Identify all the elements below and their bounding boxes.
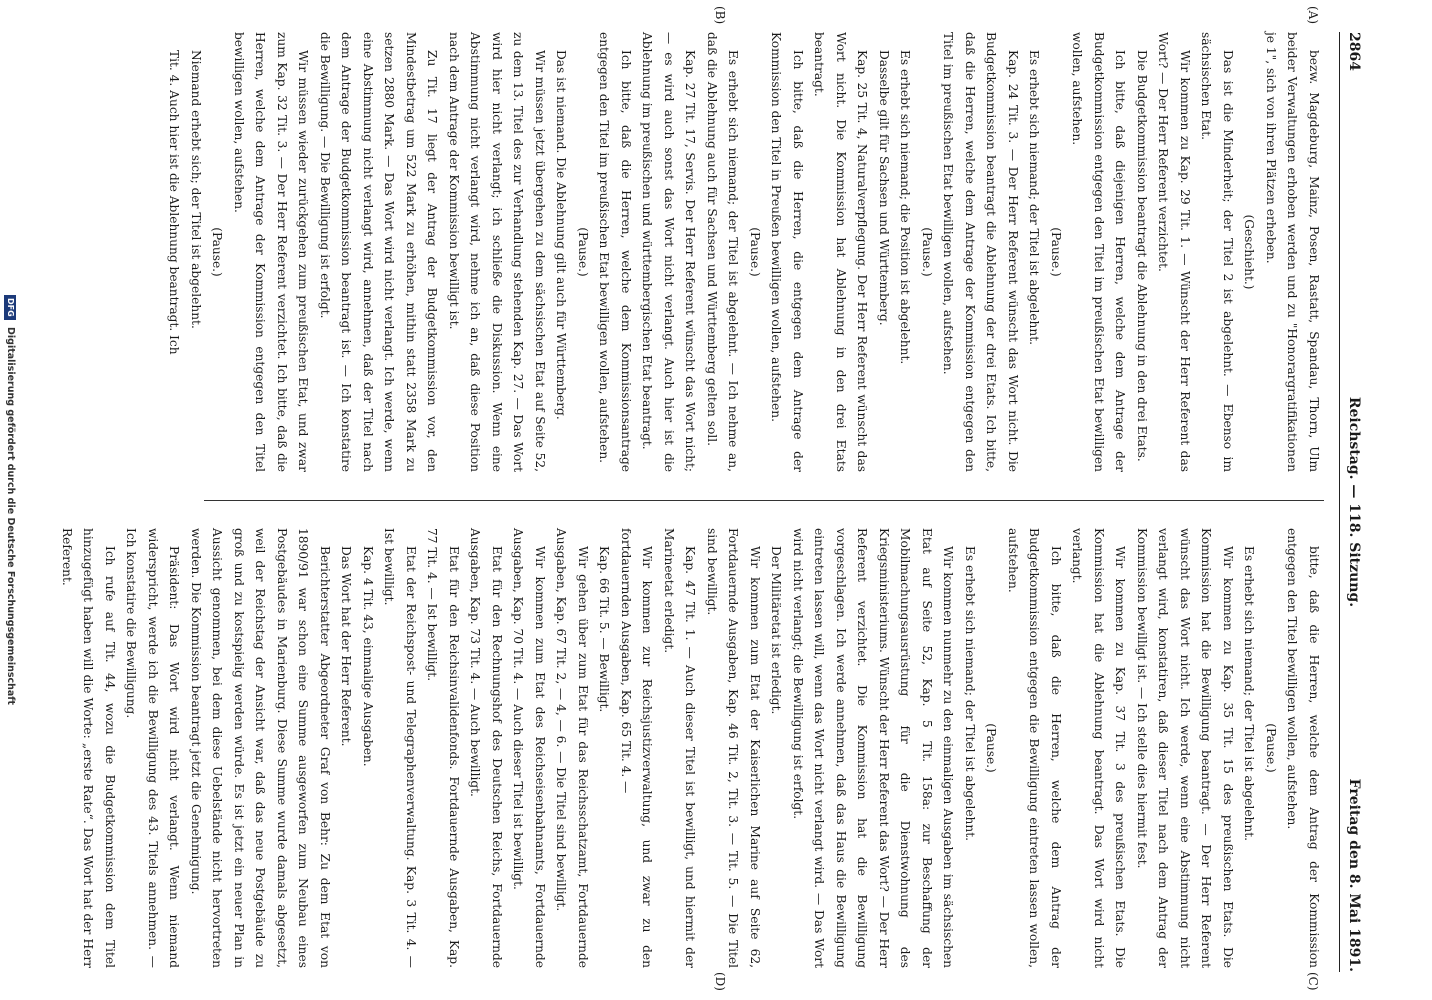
paragraph: Wir kommen zu Kap. 35 Tit. 15 des preußischen Etats. Die Kommission hat die Bewilligung beantragt. — Der Herr Referent wünscht das Wort nicht. Ich werde, wenn eine Abstimmung nicht verlangt wird, konstatiren, daß dieser Titel nach dem Antrag der Kommission bewilligt ist. — Ich stelle dies hiermit fest. <box>1135 528 1235 968</box>
paragraph: (Pause.) <box>1264 723 1278 773</box>
paragraph: bezw. Magdeburg, Mainz, Posen, Rastatt, Spandau, Thorn, Ulm beider Verwaltungen erhoben werden und zu "Honorargratifikationen je 1", sich von ihren Plätzen erheben. <box>1264 32 1321 472</box>
paragraph: Wir kommen zur Reichsjustizverwaltung, und zwar zu den fortdauernden Ausgaben, Kap. 65 Tit. 4. — <box>619 528 655 968</box>
paragraph: Ich bitte, daß diejenigen Herren, welche dem Antrage der Budgetkommission entgegen den Titel im preußischen Etat bewilligen wollen, aufstehen. <box>1070 32 1128 472</box>
paragraph: Ich bitte, daß die Herren, welche dem Antrag der Budgetkommission entgegen die Bewilligung eintreten lassen wollen, aufstehen. <box>1006 528 1063 968</box>
paragraph: (Pause.) <box>576 227 590 277</box>
paragraph: Wir müssen wieder zurückgehen zum preußischen Etat, und zwar zum Kap. 32 Tit. 3. — Der Herr Referent verzichtet. Ich bitte, daß die Herren, welche dem Antrage der Kommission entgegen den Titel bewilligen wollen, aufstehen. <box>232 32 311 472</box>
margin-mark-b: (B) <box>713 6 727 25</box>
paragraph: Kap. 4 Tit. 43, einmalige Ausgaben. <box>361 546 375 767</box>
right-text-column <box>56 528 1325 968</box>
page-date: Freitag den 8. Mai 1891. <box>1346 778 1362 972</box>
paragraph: Es erhebt sich niemand; die Position ist abgelehnt. <box>898 50 913 365</box>
dfg-logo: DFG <box>4 295 16 320</box>
paragraph: Zu Tit. 17 liegt der Antrag der Budgetkommission vor, den Mindestbetrag um 522 Mark zu erhöhen, mithin statt 2358 Mark zu setzen 2880 Mark. — Das Wort wird nicht verlangt. Ich werde, wenn eine Abstimmung nicht verlangt wird, annehmen, daß der Titel nach dem Antrage der Budgetkommission beantragt ist. — Ich konstatire die Bewilligung. — Die Bewilligung ist erfolgt. <box>318 32 440 472</box>
paragraph: Das ist die Minderheit; der Titel 2 ist abgelehnt. — Ebenso im sächsischen Etat. <box>1199 32 1235 472</box>
paragraph: Kap. 24 Tit. 3. — Der Herr Referent wünscht das Wort nicht. Die Budgetkommission beantragt die Ablehnung der drei Etats. Ich bitte, daß die Herren, welche dem Antrage der Kommission entgegen den Titel im preußischen Etat bewilligen wollen, aufstehen. <box>941 32 1020 472</box>
column-divider <box>204 500 1324 501</box>
paragraph: Präsident: Das Wort wird nicht verlangt. Wenn niemand widerspricht, werde ich die Bewilligung des 43. Titels annehmen. — Ich konstatire die Bewilligung. <box>124 528 182 968</box>
paragraph: (Pause.) <box>748 227 762 277</box>
margin-mark-d: (D) <box>713 972 727 991</box>
paragraph: Es erhebt sich niemand; der Titel ist abgelehnt. — Ich nehme an, daß die Ablehnung auch für Sachsen und Württemberg gelten soll. <box>705 32 741 472</box>
page-title: Reichstag. — 118. Sitzung. <box>1346 396 1362 608</box>
paragraph: (Geschieht.) <box>1242 214 1257 290</box>
paragraph: Ich bitte, daß die Herren, welche dem Kommissionsantrage entgegen den Titel im preußischen Etat bewilligen wollen, aufstehen. <box>597 32 633 472</box>
paragraph: Wir kommen zu Kap. 29 Tit. 1. — Wünscht der Herr Referent das Wort? — Der Herr Referent verzichtet. <box>1156 32 1192 472</box>
paragraph: (Pause.) <box>1049 227 1063 277</box>
paragraph: Das Wort hat der Herr Referent. <box>339 546 354 747</box>
paragraph: Kap. 27 Tit. 17, Servis. Der Herr Referent wünscht das Wort nicht; — es wird auch sonst das Wort nicht verlangt. Auch hier ist die Ablehnung im preußischen und württembergischen Etat beantragt. <box>640 32 698 472</box>
page-number: 2864 <box>1346 32 1362 71</box>
paragraph: Das ist niemand. Die Ablehnung gilt auch für Württemberg. <box>554 50 569 420</box>
paragraph: Wir gehen über zum Etat für das Reichsschatzamt, Fortdauernde Ausgaben, Kap. 67 Tit. 2, — 4, — 6. — Die Titel sind bewilligt. <box>554 528 590 968</box>
paragraph: Wir kommen zu Kap. 37 Tit. 3 des preußischen Etats. Die Kommission hat die Ablehnung beantragt. Das Wort wird nicht verlangt. <box>1070 528 1128 968</box>
paragraph: Kap. 25 Tit. 4, Naturalverpflegung. Der Herr Referent wünscht das Wort nicht. Die Kommission hat Ablehnung in den drei Etats beantragt. <box>812 32 870 472</box>
paragraph: (Pause.) <box>210 227 225 277</box>
paragraph: Wir kommen zum Etat der Kaiserlichen Marine auf Seite 62, Fortdauernde Ausgaben, Kap. 46 Tit. 2, Tit. 3. — Tit. 5. — Die Titel sind bewilligt. <box>705 528 762 968</box>
paragraph: Kap. 47 Tit. 1. — Auch dieser Titel ist bewilligt, und hiermit der Marineetat erledigt. <box>662 528 698 968</box>
paragraph: Dasselbe gilt für Sachsen und Württemberg. <box>877 50 891 326</box>
paragraph: Tit. 4. Auch hier ist die Ablehnung beantragt. Ich <box>167 50 182 355</box>
paragraph: Ich bitte, daß die Herren, die entgegen dem Antrage der Kommission den Titel in Preußen bewilligen wollen, aufstehen. <box>769 32 805 472</box>
paragraph: Etat der Reichspost- und Telegraphenverwaltung. Kap. 3 Tit. 4. — Ist bewilligt. <box>382 528 418 968</box>
page-footer <box>0 0 20 1000</box>
paragraph: (Pause.) <box>984 723 999 773</box>
paragraph: Es erhebt sich niemand; der Titel ist abgelehnt. <box>963 546 977 842</box>
paragraph: Berichterstatter Abgeordneter Graf von Behr: Zu dem Etat von 1890/91 war schon eine Summe ausgeworfen zum Neubau eines Postgebäudes in Marienburg. Diese Summe wurde damals abgesetzt, weil der Reichstag der Ansicht war, daß das neue Postgebäude zu groß und zu kostspielig werden würde. Es ist jetzt ein neuer Plan in Aussicht genommen, bei dem diese Uebelstände nicht hervortreten werden. Die Kommission beantragt jetzt die Genehmigung. <box>189 528 332 968</box>
paragraph: Es erhebt sich niemand; der Titel ist abgelehnt. <box>1027 50 1042 346</box>
paragraph: Wir müssen jetzt übergehen zu dem sächsischen Etat auf Seite 52, zu dem 13. Titel des zur Verhandlung stehenden Kap. 27. — Das Wort wird hier nicht verlangt; ich schließe die Diskussion. Wenn eine Abstimmung nicht verlangt wird, nehme ich an, daß diese Position nach dem Antrage der Kommission bewilligt ist. <box>447 32 547 472</box>
left-text-column <box>163 32 1324 472</box>
paragraph: bitte, daß die Herren, welche dem Antrag der Kommission entgegen den Titel bewilligen wollen, aufstehen. <box>1285 528 1321 968</box>
footer-text: Digitalisierung gefördert durch die Deutsche Forschungsgemeinschaft <box>5 327 16 705</box>
margin-mark-c: (C) <box>1306 972 1320 991</box>
paragraph: Es erhebt sich niemand; der Titel ist abgelehnt. <box>1242 546 1257 842</box>
paragraph: Etat für den Reichsinvalidenfonds. Fortdauernde Ausgaben, Kap. 77 Tit. 4. — Ist bewilligt. <box>425 528 461 968</box>
page-header <box>1339 32 1362 972</box>
paragraph: Ich rufe auf Tit. 44, wozu die Budgetkommission dem Titel hinzugefügt haben will die Worte: „erste Rate“. Das Wort hat der Herr Referent. <box>60 528 117 968</box>
paragraph: Kap. 66 Tit. 5. — Bewilligt. <box>597 546 612 713</box>
paragraph: Etat für den Rechnungshof des Deutschen Reichs, Fortdauernde Ausgaben, Kap. 73 Tit. 4. — Auch bewilligt. <box>468 528 504 968</box>
paragraph: Die Budgetkommission beantragt die Ablehnung in den drei Etats. <box>1135 50 1149 462</box>
paragraph: Niemand erhebt sich; der Titel ist abgelehnt. <box>189 50 203 329</box>
paragraph: (Pause.) <box>920 227 934 277</box>
margin-mark-a: (A) <box>1306 6 1320 25</box>
paragraph: Wir kommen zum Etat des Reichseisenbahnamts, Fortdauernde Ausgaben, Kap. 70 Tit. 4. — Auch dieser Titel ist bewilligt. <box>511 528 547 968</box>
paragraph: Wir kommen nunmehr zu den einmaligen Ausgaben im sächsischen Etat auf Seite 52, Kap. 5 Tit. 158a: zur Beschaffung der Mobilmachungsausrüstung für die Dienstwohnung des Kriegsministeriums. Wünscht der Herr Referent das Wort? — Der Herr Referent verzichtet. Die Kommission hat die Bewilligung vorgeschlagen. Ich werde annehmen, daß das Haus die Bewilligung eintreten lassen will, wenn das Wort nicht verlangt wird. — Das Wort wird nicht verlangt; die Bewilligung ist erfolgt. <box>791 528 956 968</box>
paragraph: Der Militäretat ist erledigt. <box>769 546 784 715</box>
